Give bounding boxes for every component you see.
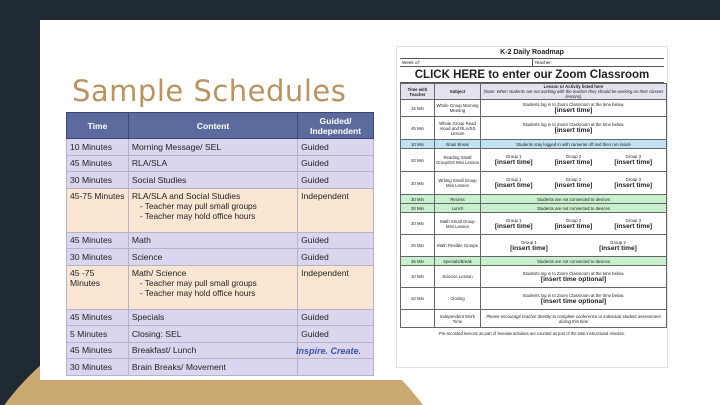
- insert-time: [insert time]: [494, 159, 533, 166]
- table-row: [401, 117, 667, 140]
- insert-time: [insert time]: [510, 244, 548, 252]
- header-mode: Guided/ Independent: [298, 113, 374, 139]
- cell-time: 10 Min: [401, 140, 435, 149]
- cell-content-text: RLA/SLA and Social Studies: [131, 190, 241, 201]
- roadmap-table: [400, 83, 667, 328]
- cell-note: Students are not connected to devices: [481, 204, 667, 213]
- cell-time: 30 Minutes: [67, 172, 129, 189]
- cell-time: 15 Min: [401, 100, 435, 117]
- group-label: Group 1: [505, 177, 522, 182]
- group-slot: [544, 218, 603, 230]
- insert-time: [insert time]: [599, 244, 637, 252]
- group-slot: [544, 154, 603, 166]
- slide-title: Sample Schedules: [72, 74, 347, 108]
- cell-note: Please encourage teacher directly to complete conference or individual student assessment during this time: [481, 310, 667, 328]
- cell-time: 30 Min: [401, 195, 435, 204]
- cell-time: 45 Minutes: [67, 342, 129, 359]
- header-lesson-title: Lesson or Activity listed here: [543, 84, 604, 89]
- table-row: [401, 140, 667, 149]
- cell-subject: Specials/Break: [435, 257, 481, 266]
- insert-time: [insert time]: [554, 127, 593, 134]
- cell-content: [128, 188, 297, 232]
- schedule-header-row: [67, 113, 374, 139]
- group-label: Group 2: [610, 239, 626, 245]
- group-slot: [485, 240, 573, 252]
- group-slot: [604, 177, 663, 189]
- cell-content: [128, 265, 297, 309]
- table-row: [67, 326, 374, 343]
- cell-subject: Math Small Group Mini Lesson: [435, 213, 481, 235]
- header-lesson-note: (Note: When students are not working with the teacher they should be working on their classes lessons): [483, 89, 664, 99]
- teacher-field: Teacher:: [534, 60, 553, 65]
- table-row: [67, 139, 374, 156]
- zoom-note: Students log in to Zoom Classroom at the time below.: [522, 270, 625, 276]
- cell-mode: Guided: [298, 232, 374, 249]
- cell-time: 45-75 Minutes: [67, 188, 129, 232]
- cell-time: 45 Minutes: [67, 155, 129, 172]
- cell-time: 30 Minutes: [67, 249, 129, 266]
- cell-note: Students are not connected to devices: [481, 195, 667, 204]
- roadmap-title: K-2 Daily Roadmap: [500, 49, 564, 56]
- cell-time: 45 Minutes: [67, 309, 129, 326]
- group-slot: [604, 154, 663, 166]
- group-slot: [544, 177, 603, 189]
- table-row: [401, 288, 667, 310]
- table-row: [401, 213, 667, 235]
- cell-content: RLA/SLA: [128, 155, 297, 172]
- table-row: [401, 100, 667, 117]
- table-row: [67, 232, 374, 249]
- cell-subject: Whole Group Morning Meeting: [435, 100, 481, 117]
- cell-time: 45 Min: [401, 117, 435, 140]
- insert-time: [insert time]: [614, 159, 653, 166]
- cell-content: Brain Breaks/ Movement: [128, 359, 297, 376]
- table-row: [401, 172, 667, 195]
- cell-groups: [481, 149, 667, 172]
- week-of-field: Week of:: [400, 59, 533, 66]
- group-slot: [604, 218, 663, 230]
- table-row: [67, 249, 374, 266]
- insert-time: [insert time]: [614, 182, 653, 189]
- header-content: Content: [128, 113, 297, 139]
- group-label: Group 1: [521, 239, 537, 245]
- cell-subject: Lunch: [435, 204, 481, 213]
- cell-content: Specials: [128, 309, 297, 326]
- cell-mode: Guided: [298, 249, 374, 266]
- bullet-small-groups: - Teacher may pull small groups: [139, 277, 257, 288]
- header-lesson: [481, 84, 667, 100]
- cell-time: 10 Minutes: [67, 139, 129, 156]
- table-row: [401, 149, 667, 172]
- header-time-with-teacher: Time with Teacher: [401, 84, 435, 100]
- table-row: [67, 172, 374, 189]
- cell-time: 30 Minutes: [67, 359, 129, 376]
- insert-time: [insert time]: [554, 107, 593, 114]
- cell-time: 20 Min: [401, 149, 435, 172]
- roadmap-header-row: [401, 84, 667, 100]
- roadmap-footnote: Pre-recorded lessons as part of Seesaw activities are counted as part of the total instructional minutes.: [439, 331, 625, 336]
- cell-mode: Independent: [298, 188, 374, 232]
- cell-subject: Math Flexible Groups: [435, 235, 481, 257]
- group-slot: [574, 240, 662, 252]
- cell-note: Students are not connected to devices: [481, 257, 667, 266]
- cell-subject: Recess: [435, 195, 481, 204]
- cell-mode: Guided: [298, 172, 374, 189]
- cell-lesson: [481, 117, 667, 140]
- cell-lesson: [481, 100, 667, 117]
- cell-time: 5 Minutes: [67, 326, 129, 343]
- cell-mode: Independent: [298, 265, 374, 309]
- cell-time: 20 Min: [401, 172, 435, 195]
- cell-content: Science: [128, 249, 297, 266]
- group-label: Group 2: [565, 154, 582, 159]
- cell-groups: [481, 213, 667, 235]
- cell-subject: Writing Small Group Mini Lesson: [435, 172, 481, 195]
- roadmap-document: [396, 46, 668, 368]
- cell-mode: Guided: [298, 326, 374, 343]
- group-label: Group 3: [625, 154, 641, 159]
- cell-subject: Independent Work Time: [435, 310, 481, 328]
- cell-time: 45 Min: [401, 257, 435, 266]
- cell-mode: Guided: [298, 309, 374, 326]
- cell-subject: Reading Small Group/SS Mini Lesson: [435, 149, 481, 172]
- group-label: Group 1: [505, 217, 522, 223]
- table-row: [401, 310, 667, 328]
- cell-time: 10 Min: [401, 288, 435, 310]
- zoom-note: Students log in to Zoom Classroom at the time below.: [522, 122, 625, 127]
- insert-time: [insert time]: [614, 222, 653, 230]
- table-row: [67, 188, 374, 232]
- insert-time: [insert time]: [494, 182, 533, 189]
- table-row: [67, 265, 374, 309]
- table-row: [401, 235, 667, 257]
- table-row: [67, 155, 374, 172]
- group-label: Group 2: [565, 177, 582, 182]
- table-row: [401, 257, 667, 266]
- table-row: [67, 309, 374, 326]
- group-slot: [484, 218, 543, 230]
- zoom-note: Students log in to Zoom Classroom at the time below.: [522, 292, 625, 298]
- cell-content: Morning Message/ SEL: [128, 139, 297, 156]
- schedule-table: [66, 112, 374, 376]
- cell-lesson: [481, 266, 667, 288]
- cell-subject: Closing: [435, 288, 481, 310]
- zoom-note: Students log in to Zoom Classroom at the time below.: [522, 102, 625, 107]
- table-row: [401, 266, 667, 288]
- group-label: Group 3: [625, 177, 641, 182]
- insert-time: [insert time]: [494, 222, 533, 230]
- cell-subject: Brain Break: [435, 140, 481, 149]
- insert-time: [insert time]: [554, 222, 593, 230]
- cell-content-text: Math/ Science: [131, 267, 187, 278]
- insert-time: [insert time]: [554, 159, 593, 166]
- bullet-office-hours: - Teacher may hold office hours: [139, 210, 256, 221]
- zoom-classroom-link[interactable]: CLICK HERE to enter our Zoom Classroom: [400, 67, 664, 83]
- cell-time: 45 Minutes: [67, 232, 129, 249]
- cell-lesson: [481, 288, 667, 310]
- table-row: [401, 204, 667, 213]
- header-time: Time: [67, 113, 129, 139]
- cell-time: 20 Min: [401, 235, 435, 257]
- cell-content: Closing: SEL: [128, 326, 297, 343]
- insert-time-optional: [insert time optional]: [540, 297, 607, 305]
- cell-subject: Whole Group Read Aloud and RLA/SS Lesson: [435, 117, 481, 140]
- cell-time: 45 -75 Minutes: [67, 265, 129, 309]
- cell-mode: Guided: [298, 155, 374, 172]
- group-label: Group 1: [505, 154, 522, 159]
- header-subject: Subject: [435, 84, 481, 100]
- group-slot: [484, 177, 543, 189]
- cell-time: 30 Min: [401, 204, 435, 213]
- cell-content: Math: [128, 232, 297, 249]
- cell-content: Breakfast/ Lunch: [128, 342, 297, 359]
- cell-mode: Guided: [298, 139, 374, 156]
- group-slot: [484, 154, 543, 166]
- cell-time: 10 Min: [401, 266, 435, 288]
- table-row: [67, 359, 374, 376]
- cell-time: [401, 310, 435, 328]
- bullet-small-groups: - Teacher may pull small groups: [139, 200, 257, 211]
- logo: Inspire. Create.: [296, 346, 362, 356]
- group-label: Group 3: [625, 217, 641, 223]
- bullet-office-hours: - Teacher may hold office hours: [139, 287, 256, 298]
- group-label: Group 2: [565, 217, 582, 223]
- cell-time: 20 Min: [401, 213, 435, 235]
- insert-time: [insert time]: [554, 182, 593, 189]
- cell-mode: [298, 359, 374, 376]
- roadmap-meta: [400, 58, 664, 67]
- cell-groups: [481, 172, 667, 195]
- cell-content: Social Studies: [128, 172, 297, 189]
- cell-subject: Science Lesson: [435, 266, 481, 288]
- cell-note: Students stay logged in with cameras off and then run inside: [481, 140, 667, 149]
- insert-time-optional: [insert time optional]: [540, 275, 607, 283]
- table-row: [401, 195, 667, 204]
- cell-groups: [481, 235, 667, 257]
